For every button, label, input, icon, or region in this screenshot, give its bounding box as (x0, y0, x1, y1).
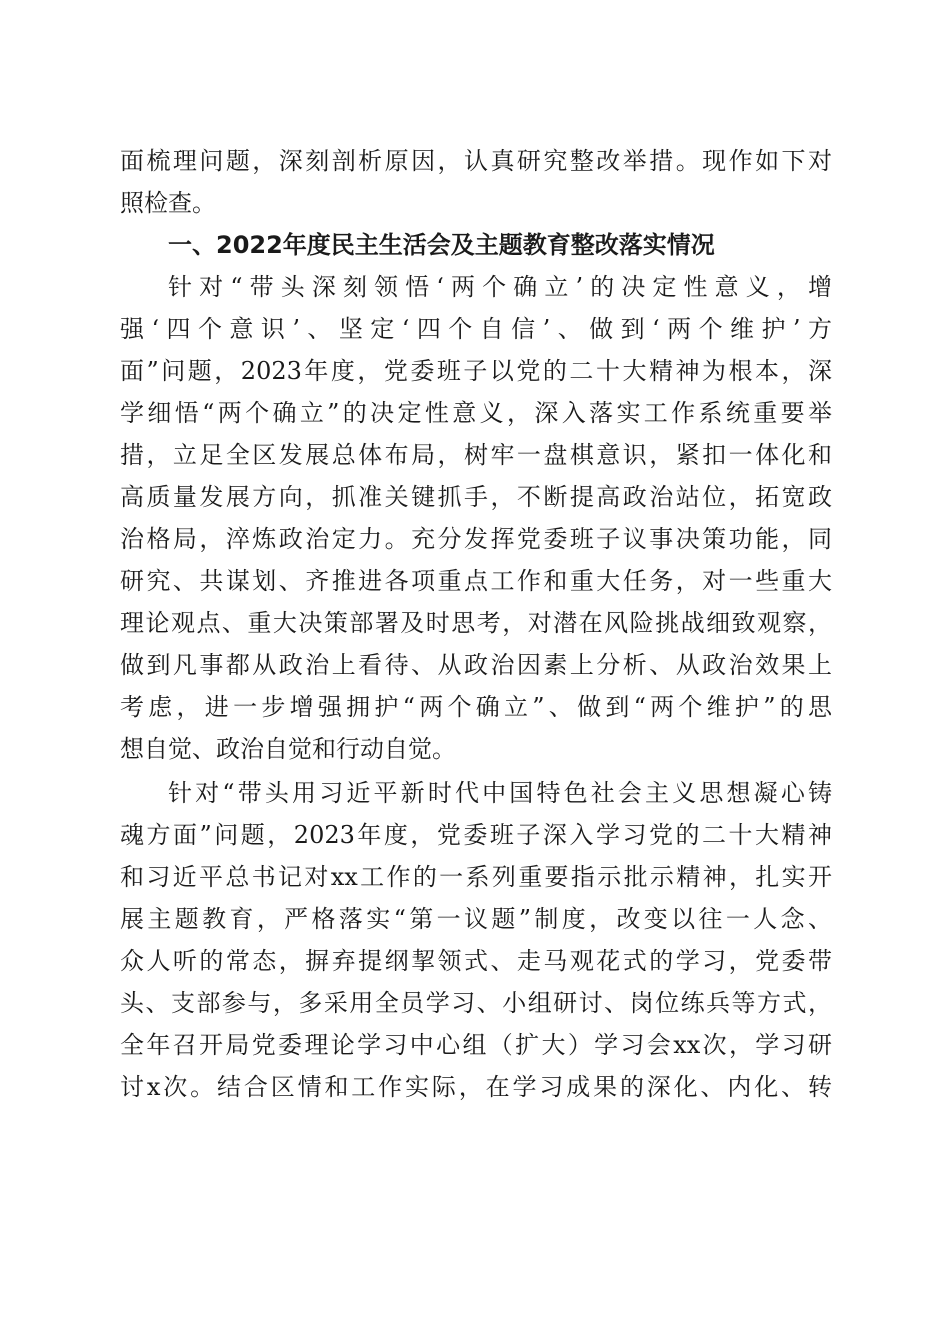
document-page (120, 140, 832, 1108)
text-line: 面梳理问题，深刻剖析原因，认真研究整改举措。现作如下对 (120, 147, 832, 175)
text-line: 头、支部参与，多采用全员学习、小组研讨、岗位练兵等方式， (120, 989, 832, 1017)
intro-paragraph (120, 140, 832, 224)
text-line: 想自觉、政治自觉和行动自觉。 (120, 735, 456, 763)
text-line: 针对“带头深刻领悟‘两个确立’的决定性意义，增 (168, 273, 832, 301)
paragraph-1 (120, 266, 832, 770)
text-line: 理论观点、重大决策部署及时思考，对潜在风险挑战细致观察， (120, 609, 832, 637)
text-line: 针对“带头用习近平新时代中国特色社会主义思想凝心铸 (168, 779, 832, 807)
text-line: 研究、共谋划、齐推进各项重点工作和重大任务，对一些重大 (120, 567, 832, 595)
text-line: 和习近平总书记对xx工作的一系列重要指示批示精神，扎实开 (120, 863, 832, 891)
text-line: 照检查。 (120, 189, 216, 217)
text-line: 面”问题，2023年度，党委班子以党的二十大精神为根本，深 (120, 357, 832, 385)
text-line: 治格局，淬炼政治定力。充分发挥党委班子议事决策功能，同 (120, 525, 832, 553)
text-line: 高质量发展方向，抓准关键抓手，不断提高政治站位，拓宽政 (120, 483, 832, 511)
text-line: 全年召开局党委理论学习中心组（扩大）学习会xx次，学习研 (120, 1031, 832, 1059)
text-line: 强‘四个意识’、坚定‘四个自信’、做到‘两个维护’方 (120, 315, 832, 343)
text-line: 讨x次。结合区情和工作实际，在学习成果的深化、内化、转 (120, 1073, 832, 1101)
text-line: 众人听的常态，摒弃提纲挈领式、走马观花式的学习，党委带 (120, 947, 832, 975)
text-line: 措，立足全区发展总体布局，树牢一盘棋意识，紧扣一体化和 (120, 441, 832, 469)
text-line: 学细悟“两个确立”的决定性意义，深入落实工作系统重要举 (120, 399, 832, 427)
text-line: 魂方面”问题，2023年度，党委班子深入学习党的二十大精神 (120, 821, 832, 849)
text-line: 考虑，进一步增强拥护“两个确立”、做到“两个维护”的思 (120, 693, 832, 721)
text-line: 做到凡事都从政治上看待、从政治因素上分析、从政治效果上 (120, 651, 832, 679)
paragraph-2 (120, 772, 832, 1108)
text-line: 展主题教育，严格落实“第一议题”制度，改变以往一人念、 (120, 905, 832, 933)
section-heading: 一、2022年度民主生活会及主题教育整改落实情况 (168, 231, 715, 259)
